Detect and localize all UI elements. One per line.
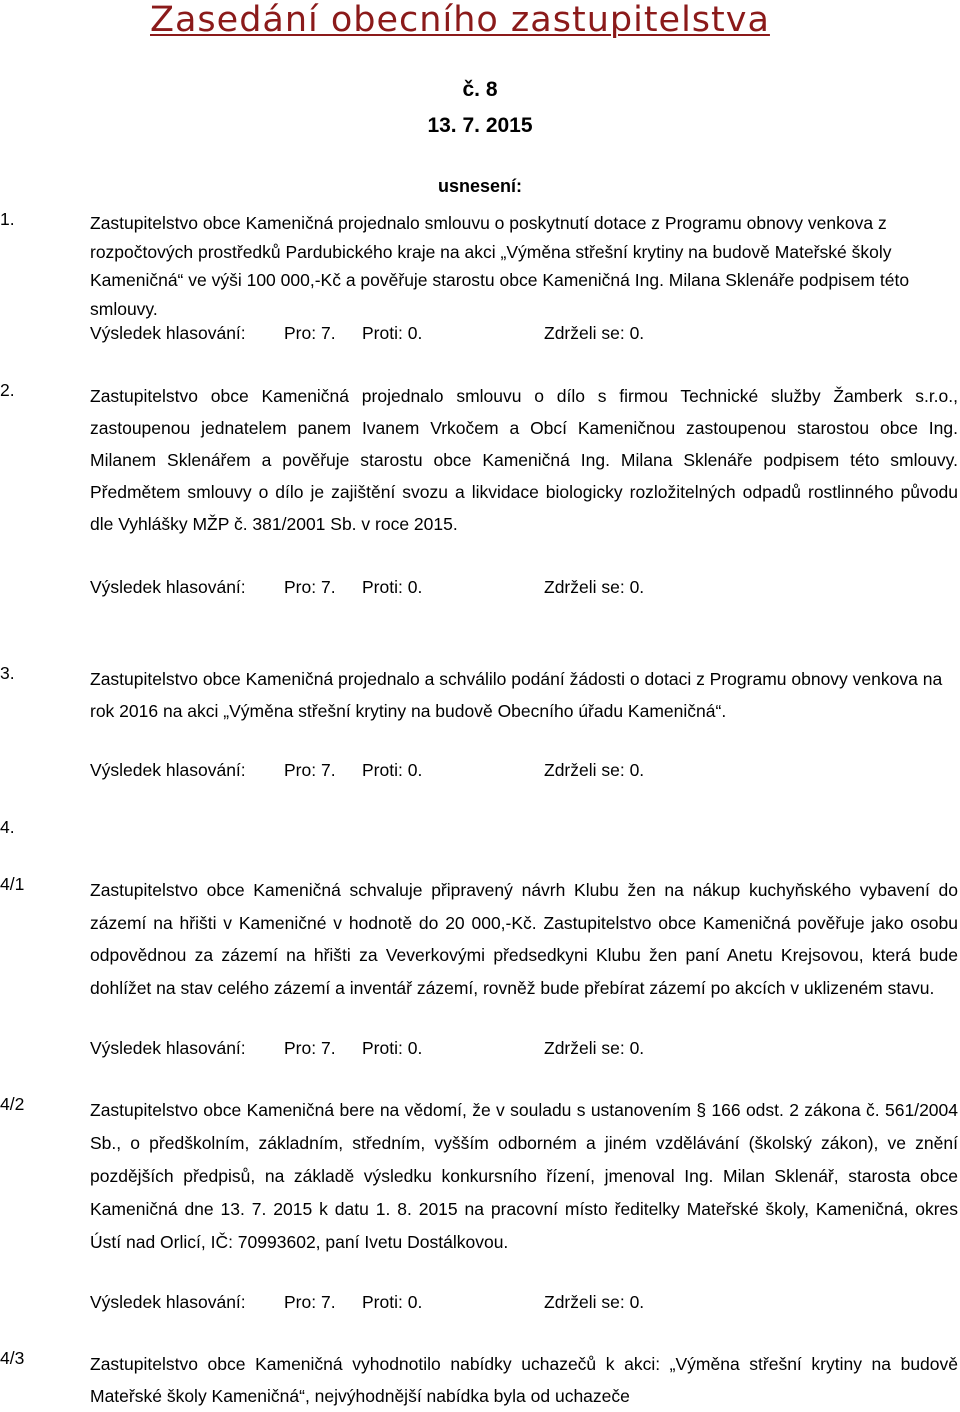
- vote-proti: Proti: 0.: [362, 1038, 423, 1058]
- vote-zdrzeli: Zdrželi se: 0.: [544, 1292, 645, 1312]
- vote-proti: Proti: 0.: [362, 323, 423, 343]
- vote-label: Výsledek hlasování:: [90, 577, 246, 597]
- vote-zdrzeli: Zdrželi se: 0.: [544, 1038, 645, 1058]
- resolution-number: 1.: [0, 209, 15, 229]
- resolution-number: 4.: [0, 817, 15, 837]
- resolution-text: Zastupitelstvo obce Kameničná projednalo smlouvu o poskytnutí dotace z Programu obnovy venkova z rozpočtových prostředků Pardubického kraje na akci „Výměna střešní krytiny na budově Mateřské školy Kameničná“ ve výši 100 000,-Kč a pověřuje starostu obce Kameničná Ing. Milana Sklenáře podpisem této smlouvy.: [90, 213, 910, 319]
- page-title: Zasedání obecního zastupitelstva: [150, 0, 770, 40]
- vote-proti: Proti: 0.: [362, 760, 423, 780]
- vote-label: Výsledek hlasování:: [90, 323, 246, 343]
- vote-proti: Proti: 0.: [362, 577, 423, 597]
- vote-proti: Proti: 0.: [362, 1292, 423, 1312]
- resolution-text: Zastupitelstvo obce Kameničná bere na vědomí, že v souladu s ustanovením § 166 odst. 2 zákona č. 561/2004 Sb., o předškolním, základním, středním, vyšším odborném a jiném vzdělávání (školský zákon), ve znění pozdějších předpisů, na základě výsledku konkursního řízení, jmenoval Ing. Milan Sklenář, starosta obce Kameničná dne 13. 7. 2015 k datu 1. 8. 2015 na pracovní místo ředitelky Mateřské školy, Kameničná, okres Ústí nad Orlicí, IČ: 70993602, paní Ivetu Dostálkovou.: [90, 1100, 958, 1252]
- vote-label: Výsledek hlasování:: [90, 760, 246, 780]
- resolution-number: 2.: [0, 380, 15, 400]
- vote-zdrzeli: Zdrželi se: 0.: [544, 323, 645, 343]
- resolution-number: 3.: [0, 663, 15, 683]
- resolution-text: Zastupitelstvo obce Kameničná schvaluje připravený návrh Klubu žen na nákup kuchyňského vybavení do zázemí na hřišti v Kameničné v hodnotě do 20 000,-Kč. Zastupitelstvo obce Kameničná pověřuje jako osobu odpovědnou za zázemí na hřišti za Veverkovými předsedkyni Klubu žen paní Anetu Krejsovou, která bude dohlížet na stav celého zázemí a inventář zázemí, rovněž bude přebírat zázemí po akcích v uklizeném stavu.: [90, 880, 958, 998]
- resolution-number: 4/3: [0, 1348, 25, 1368]
- vote-zdrzeli: Zdrželi se: 0.: [544, 577, 645, 597]
- resolution-text: Zastupitelstvo obce Kameničná projednalo smlouvu o dílo s firmou Technické služby Žamberk s.r.o., zastoupenou jednatelem panem Ivanem Vrkočem a Obcí Kameničnou zastoupenou starostou obce Ing. Milanem Sklenářem a pověřuje starostu obce Kameničná Ing. Milana Sklenáře podpisem této smlouvy. Předmětem smlouvy o dílo je zajištění svozu a likvidace biologicky rozložitelných odpadů rostlinného původu dle Vyhlášky MŽP č. 381/2001 Sb. v roce 2015.: [90, 386, 958, 534]
- vote-pro: Pro: 7.: [284, 1038, 336, 1058]
- vote-pro: Pro: 7.: [284, 323, 336, 343]
- resolution-text: Zastupitelstvo obce Kameničná projednalo a schválilo podání žádosti o dotaci z Programu obnovy venkova na rok 2016 na akci „Výměna střešní krytiny na budově Obecního úřadu Kameničná“.: [90, 669, 943, 721]
- vote-label: Výsledek hlasování:: [90, 1038, 246, 1058]
- vote-zdrzeli: Zdrželi se: 0.: [544, 760, 645, 780]
- resolution-number: 4/1: [0, 874, 25, 894]
- resolution-text: Zastupitelstvo obce Kameničná vyhodnotilo nabídky uchazečů k akci: „Výměna střešní krytiny na budově Mateřské školy Kameničná“, nejvýhodnější nabídka byla od uchazeče: [90, 1354, 958, 1406]
- vote-pro: Pro: 7.: [284, 1292, 336, 1312]
- session-date: 13. 7. 2015: [427, 114, 533, 137]
- resolution-number: 4/2: [0, 1094, 25, 1114]
- session-number: č. 8: [462, 78, 498, 101]
- vote-pro: Pro: 7.: [284, 577, 336, 597]
- vote-pro: Pro: 7.: [284, 760, 336, 780]
- resolutions-label: usnesení:: [437, 176, 523, 196]
- vote-label: Výsledek hlasování:: [90, 1292, 246, 1312]
